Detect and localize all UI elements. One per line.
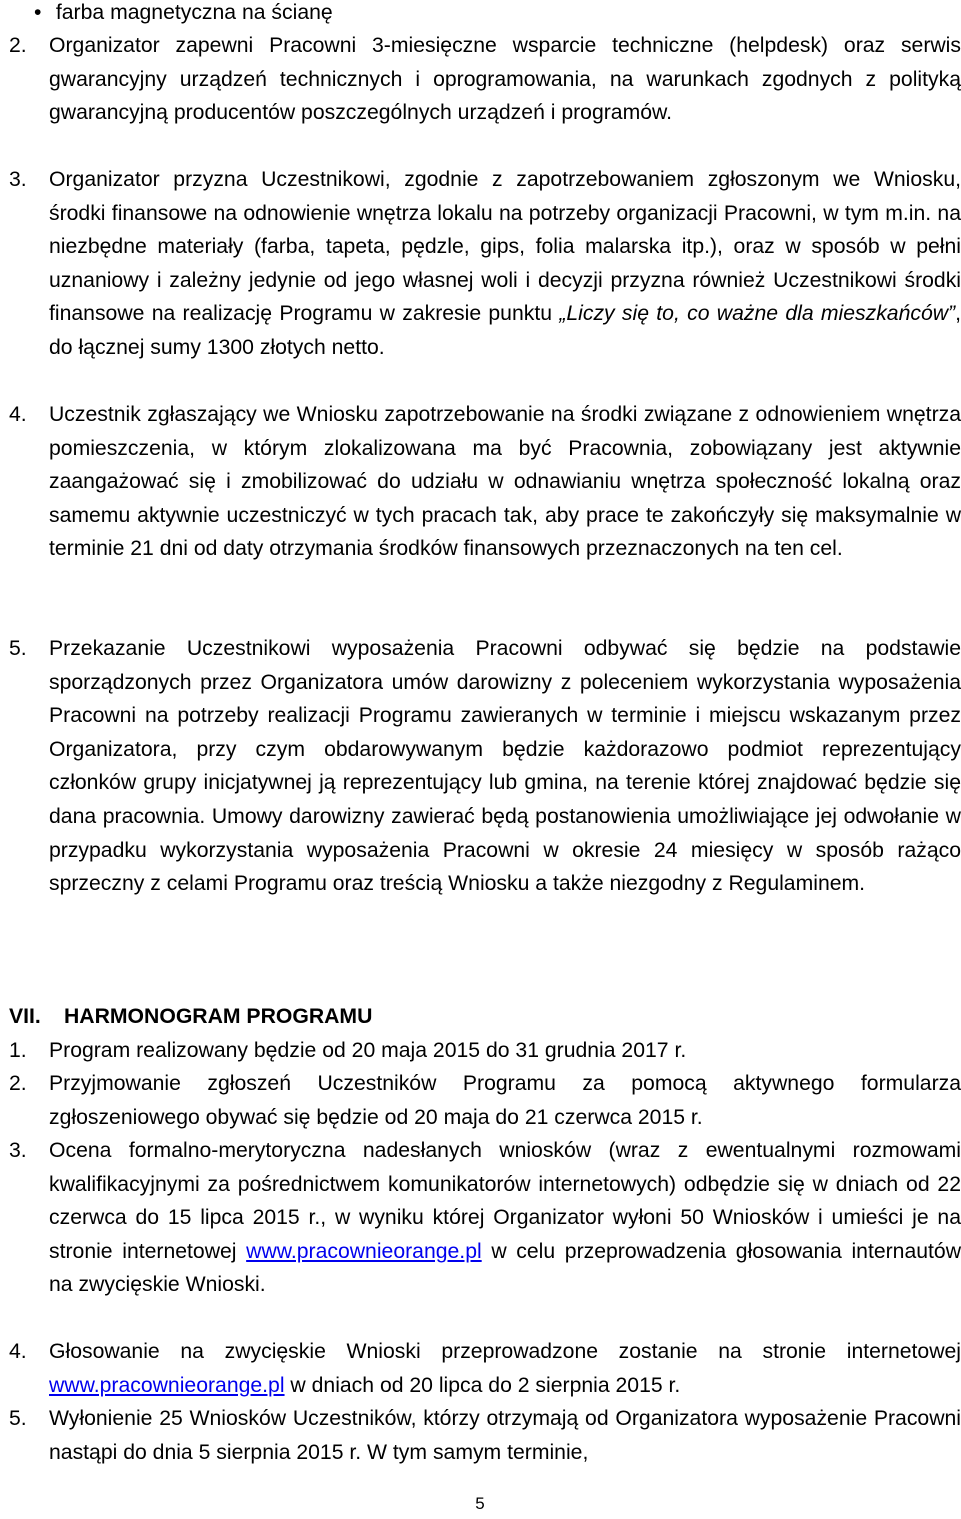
list-number: 4. — [9, 1340, 27, 1363]
list-text-part: , do łącznej sumy 1300 złotych netto. — [49, 302, 961, 359]
schedule-item-1 — [9, 1034, 961, 1068]
list-text: Przekazanie Uczestnikowi wyposażenia Pracowni odbywać się będzie na podstawie sporządzonych przez Organizatora umów darowizny z poleceniem wykorzystania wyposażenia Pracowni na potrzeby realizacji Programu zawieranych w terminie i miejscu wskazanym przez Organizatora, przy czym obdarowywanym będzie każdorazowo podmiot reprezentujący członków grupy inicjatywnej ją reprezentujący lub gmina, na terenie której znajdować będzie się dana pracownia. Umowy darowizny zawierać będą postanowienia umożliwiające jej odwołanie w przypadku wykorzystania wyposażenia Pracowni w okresie 24 miesięcy w sposób rażąco sprzeczny z celami Programu oraz treścią Wniosku a także niezgodny z Regulaminem. — [49, 637, 961, 896]
list-number: 5. — [9, 1407, 27, 1430]
list-number: 5. — [9, 637, 27, 660]
list-number: 4. — [9, 403, 27, 426]
list-text: Przyjmowanie zgłoszeń Uczestników Programu za pomocą aktywnego formularza zgłoszeniowego obywać się będzie od 20 maja do 21 czerwca 2015 r. — [49, 1072, 961, 1129]
list-text-part: w dniach od 20 lipca do 2 sierpnia 2015 r. — [284, 1373, 681, 1397]
list-number: 2. — [9, 1072, 27, 1095]
list-number: 3. — [9, 168, 27, 191]
list-text: Program realizowany będzie od 20 maja 2015 do 31 grudnia 2017 r. — [49, 1039, 687, 1062]
list-text — [49, 1134, 961, 1302]
section-heading — [9, 1000, 372, 1034]
page-number: 5 — [475, 1494, 485, 1513]
schedule-item-5 — [9, 1402, 961, 1469]
list-item-4 — [9, 398, 961, 566]
list-text-part: Głosowanie na zwycięskie Wnioski przeprowadzone zostanie na stronie internetowej — [49, 1340, 961, 1363]
list-text: Wyłonienie 25 Wniosków Uczestników, którzy otrzymają od Organizatora wyposażenie Pracowni nastąpi do dnia 5 sierpnia 2015 r. W tym samym terminie, — [49, 1407, 961, 1464]
list-item-2 — [9, 29, 961, 130]
list-text: Organizator zapewni Pracowni 3-miesięczne wsparcie techniczne (helpdesk) oraz serwis gwarancyjny urządzeń technicznych i oprogramowania, na warunkach zgodnych z polityką gwarancyjną producentów poszczególnych urządzeń i programów. — [49, 34, 961, 125]
list-text: Uczestnik zgłaszający we Wniosku zapotrzebowanie na środki związane z odnowieniem wnętrza pomieszczenia, w którym zlokalizowana ma być Pracownia, zobowiązany jest aktywnie zaangażować się i zmobilizować do udziału w odnawianiu wnętrza społeczność lokalną oraz samemu aktywnie uczestniczyć w tych pracach tak, aby prace te zakończyły się maksymalnie w terminie 21 dni od daty otrzymania środków finansowych przeznaczonych na ten cel. — [49, 403, 961, 561]
bullet-icon: • — [34, 1, 42, 24]
list-number: 3. — [9, 1139, 27, 1162]
list-item-3 — [9, 163, 961, 365]
schedule-item-3 — [9, 1134, 961, 1302]
list-item-5 — [9, 632, 961, 901]
schedule-item-4 — [9, 1335, 961, 1402]
list-text-part: Organizator przyzna Uczestnikowi, zgodnie z zapotrzebowaniem zgłoszonym we Wniosku, środki finansowe na odnowienie wnętrza lokalu na potrzeby organizacji Pracowni, w tym m.in. na niezbędne materiały (farba, tapeta, pędzle, gips, folia malarska itp.), oraz w sposób w pełni uznaniowy i zależny jedynie od jego własnej woli i decyzji przyzna również Uczestnikowi środki finansowe na realizację Programu w zakresie punktu — [49, 168, 961, 326]
list-number: 2. — [9, 34, 27, 57]
schedule-item-2 — [9, 1067, 961, 1134]
list-text — [49, 1335, 961, 1402]
section-title: HARMONOGRAM PROGRAMU — [64, 1005, 373, 1028]
list-text-part: Ocena formalno-merytoryczna nadesłanych wniosków (wraz z ewentualnymi rozmowami kwalifikacyjnymi za pośrednictwem komunikatorów internetowych) odbędzie się w dniach od 22 czerwca do 15 lipca 2015 r., w wyniku której Organizator wyłoni 50 Wniosków i umieści je na stronie internetowej — [49, 1139, 961, 1263]
website-link[interactable]: www.pracownieorange.pl — [246, 1239, 482, 1263]
bullet-item — [34, 0, 934, 30]
website-link[interactable]: www.pracownieorange.pl — [49, 1373, 285, 1397]
bullet-text: farba magnetyczna na ścianę — [55, 1, 333, 24]
section-number: VII. — [9, 1005, 41, 1028]
italic-quote: „Liczy się to, co ważne dla mieszkańców” — [559, 302, 956, 326]
list-number: 1. — [9, 1039, 27, 1062]
list-text — [49, 163, 961, 365]
list-text-part: w celu przeprowadzenia głosowania internautów na zwycięskie Wnioski. — [49, 1239, 961, 1297]
